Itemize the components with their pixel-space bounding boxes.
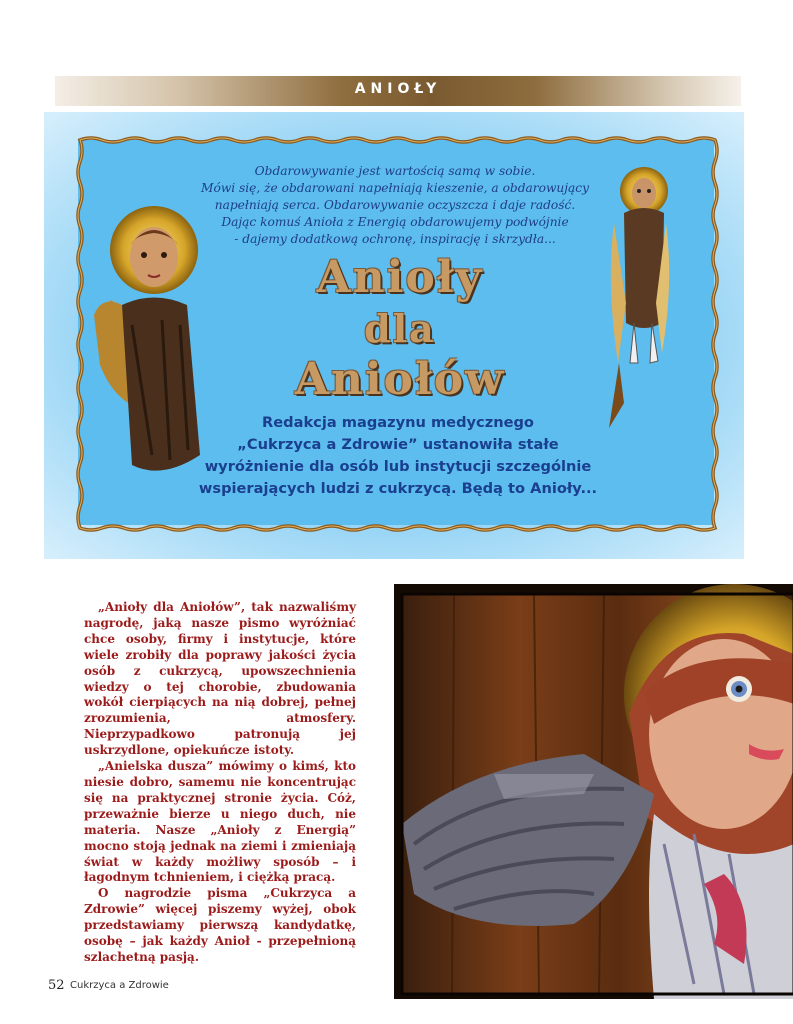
intro-line: Obdarowywanie jest wartością samą w sobie. <box>254 164 536 178</box>
banner-title-line: Aniołów <box>294 354 506 405</box>
article-paragraph: O nagrodzie pisma „Cukrzyca a Zdrowie” więcej piszemy wyżej, obok przedstawiamy pierwszą kandydatkę, osobę – jak każdy Anioł - przepełnioną szlachetną pasją. <box>84 886 356 964</box>
intro-line: napełniają serca. Obdarowywanie oczyszcza i daje radość. <box>214 198 576 212</box>
announce-line: wspierających ludzi z cukrzycą. Będą to Anioły... <box>198 480 598 497</box>
intro-line: - dajemy dodatkową ochronę, inspirację i skrzydła... <box>234 232 556 246</box>
banner-title <box>255 252 545 406</box>
banner-title-line: dla <box>364 306 436 351</box>
article-body <box>84 600 356 966</box>
announce-line: wyróżnienie dla osób lub instytucji szczególnie <box>204 458 592 475</box>
page-number: 52 <box>48 978 65 993</box>
article-paragraph: „Anielska dusza” mówimy o kimś, kto niesie dobro, samemu nie koncentrując się na praktycznej stronie życia. Cóż, przeważnie bierze u niego duch, nie materia. Nasze „Anioły z Energią” mocno stoją jednak na ziemi i zmieniają świat w każdy możliwy sposób – i łagodnym tchnieniem, i ciężką pracą. <box>84 759 356 885</box>
banner-announcement <box>178 412 618 500</box>
announce-line: „Cukrzyca a Zdrowie” ustanowiła stałe <box>237 436 559 453</box>
article-paragraph: „Anioły dla Aniołów”, tak nazwaliśmy nagrodę, jaką nasze pismo wyróżniać chce osoby, firmy i instytucje, które wiele zrobiły dla poprawy jakości życia osób z cukrzycą, upowszechnienia wiedzy o tej chorobie, zbudowania wokół cierpiących na nią dobrej, pełnej zrozumienia, atmosfery. Nieprzypadkowo patronują jej uskrzydlone, opiekuńcze istoty. <box>84 600 356 758</box>
angel-photo <box>394 584 793 999</box>
announce-line: Redakcja magazynu medycznego <box>262 414 534 431</box>
intro-line: Mówi się, że obdarowani napełniają kieszenie, a obdarowujący <box>201 181 589 195</box>
intro-line: Dając komuś Anioła z Energią obdarowujemy podwójnie <box>221 215 569 229</box>
magazine-name: Cukrzyca a Zdrowie <box>70 980 169 991</box>
section-title: ANIOŁY <box>354 81 442 97</box>
banner-intro <box>170 163 620 248</box>
banner-title-line: Anioły <box>316 252 484 303</box>
